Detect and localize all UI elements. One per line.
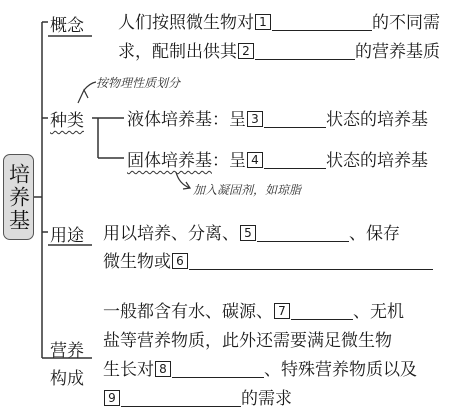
concept-node: 概念	[50, 16, 84, 36]
blank-number-9: 9	[104, 390, 120, 406]
blank-number-1: 1	[255, 14, 271, 30]
solid-medium-pre: ：呈	[212, 151, 246, 171]
nutrition-node-line-1: 营养	[50, 341, 84, 361]
concept-text-1b: 的不同需	[372, 13, 440, 33]
solid-medium-post: 状态的培养基	[326, 151, 428, 171]
uses-text-1a: 用以培养、分离、	[103, 224, 239, 244]
concept-text-2b: 的营养基质	[355, 42, 440, 62]
blank-number-7: 7	[274, 303, 290, 319]
solid-medium-line	[127, 146, 428, 171]
blank-5-line	[257, 224, 349, 242]
nutrition-text-4b: 的需求	[241, 389, 292, 409]
uses-node: 用途	[50, 226, 84, 246]
blank-number-4: 4	[247, 152, 263, 168]
nutrition-text-3a: 生长对	[103, 360, 154, 380]
nutrition-text-2: 盐等营养物质，此外还需要满足微生物	[103, 331, 392, 351]
uses-text-2a: 微生物或	[103, 252, 171, 272]
nutrition-line-4	[103, 384, 292, 409]
concept-text-1a: 人们按照微生物对	[118, 13, 254, 33]
concept-text-2a: 求，配制出供其	[118, 42, 237, 62]
blank-6-line	[189, 252, 433, 270]
liquid-medium-post: 状态的培养基	[326, 110, 428, 130]
blank-2-line	[255, 42, 355, 60]
nutrition-line-2	[103, 326, 392, 351]
concept-line-1	[118, 8, 440, 33]
concept-line-2	[118, 37, 440, 62]
uses-text-1b: 、保存	[349, 224, 400, 244]
nutrition-text-3b: 、特殊营养物质以及	[264, 360, 417, 380]
liquid-medium-label: 液体培养基	[127, 110, 212, 130]
nutrition-text-1b: 、无机	[353, 302, 404, 322]
blank-8-line	[172, 360, 264, 378]
types-note: 按物理性质划分	[96, 76, 181, 90]
nutrition-node-line-2: 构成	[50, 369, 84, 389]
solid-medium-label: 固体培养基	[127, 151, 212, 171]
blank-number-2: 2	[238, 43, 254, 59]
blank-9-line	[121, 389, 241, 407]
nutrition-text-1a: 一般都含有水、碳源、	[103, 302, 273, 322]
blank-number-3: 3	[247, 111, 263, 127]
nutrition-line-1	[103, 297, 404, 322]
nutrition-line-3	[103, 355, 417, 380]
types-node: 种类	[50, 111, 84, 131]
root-node	[3, 154, 34, 240]
blank-3-line	[264, 110, 326, 128]
blank-number-5: 5	[240, 225, 256, 241]
root-label: 培养基	[6, 162, 31, 232]
uses-line-1	[103, 219, 400, 244]
blank-4-line	[264, 151, 326, 169]
blank-1-line	[272, 13, 372, 31]
solid-medium-note: 加入凝固剂，如琼脂	[193, 183, 302, 197]
blank-7-line	[291, 302, 353, 320]
uses-line-2	[103, 247, 433, 272]
blank-number-8: 8	[155, 361, 171, 377]
liquid-medium-pre: ：呈	[212, 110, 246, 130]
liquid-medium-line	[127, 105, 428, 130]
blank-number-6: 6	[172, 253, 188, 269]
